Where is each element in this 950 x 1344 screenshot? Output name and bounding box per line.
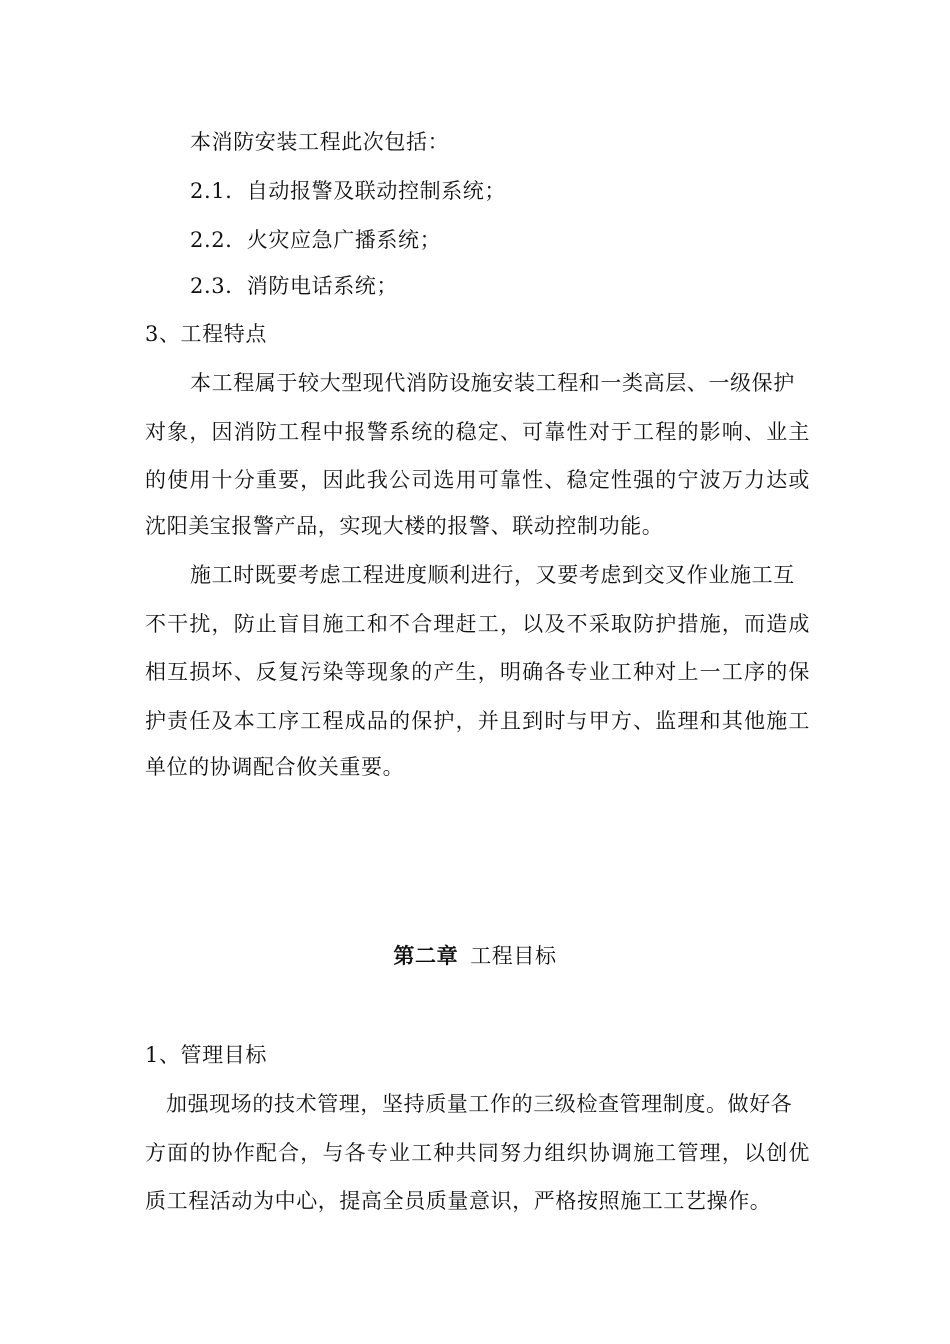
section3-heading: 3、工程特点: [145, 322, 267, 346]
para2-line-1: 施工时既要考虑工程进度顺利进行，又要考虑到交叉作业施工互: [190, 563, 795, 587]
list-item-2-3: 2.3．消防电话系统；: [190, 274, 398, 298]
para2-line-4: 护责任及本工序工程成品的保护，并且到时与甲方、监理和其他施工: [145, 709, 810, 733]
para1-line-4: 沈阳美宝报警产品，实现大楼的报警、联动控制功能。: [145, 514, 664, 538]
management-line-2: 方面的协作配合，与各专业工种共同努力组织协调施工管理，以创优: [145, 1141, 810, 1165]
para1-line-2: 对象，因消防工程中报警系统的稳定、可靠性对于工程的影响、业主: [145, 420, 810, 444]
chapter-label: 第二章: [393, 943, 459, 968]
chapter-title: [0, 942, 950, 970]
chapter-name: 工程目标: [470, 944, 557, 968]
list-item-2-2: 2.2．火灾应急广播系统；: [190, 228, 442, 252]
para2-line-3: 相互损坏、反复污染等现象的产生，明确各专业工种对上一工序的保: [145, 660, 810, 684]
para2-line-2: 不干扰，防止盲目施工和不合理赶工，以及不采取防护措施，而造成: [145, 612, 810, 636]
list-item-2-1: 2.1．自动报警及联动控制系统；: [190, 179, 506, 203]
para1-line-3: 的使用十分重要，因此我公司选用可靠性、稳定性强的宁波万力达或: [145, 468, 810, 492]
para1-line-1: 本工程属于较大型现代消防设施安装工程和一类高层、一级保护: [190, 371, 795, 395]
management-heading: 1、管理目标: [145, 1043, 267, 1067]
para2-line-5: 单位的协调配合攸关重要。: [145, 755, 405, 779]
management-line-1: 加强现场的技术管理，坚持质量工作的三级检查管理制度。做好各: [166, 1092, 793, 1116]
management-line-3: 质工程活动为中心，提高全员质量意识，严格按照施工工艺操作。: [145, 1189, 772, 1213]
section2-intro: 本消防安装工程此次包括：: [190, 130, 450, 154]
